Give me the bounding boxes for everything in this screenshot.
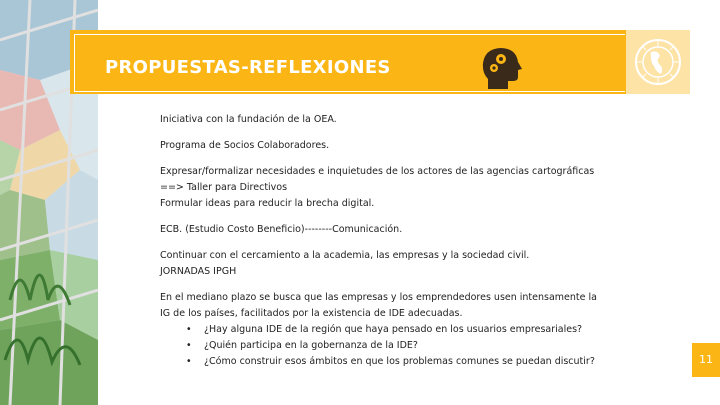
slide-content: [160, 112, 640, 370]
oas-logo: [626, 30, 690, 94]
oas-globe-logo-icon: [634, 38, 682, 86]
list-item-text: ¿Cómo construir esos ámbitos en que los problemas comunes se puedan discutir?: [204, 356, 595, 367]
paragraph-academia: [160, 248, 640, 280]
list-item: [160, 322, 640, 338]
paragraph-ecb: ECB. (Estudio Costo Beneficio)--------Comunicación.: [160, 224, 403, 235]
text-line: Formular ideas para reducir la brecha digital.: [160, 198, 375, 209]
title-bar: [70, 30, 690, 94]
list-item: [160, 338, 640, 354]
bullet-icon: •: [186, 356, 192, 367]
bullet-icon: •: [186, 324, 192, 335]
paragraph-oea: Iniciativa con la fundación de la OEA.: [160, 114, 337, 125]
text-line: ==> Taller para Directivos: [160, 182, 288, 193]
title-frame: [74, 34, 625, 92]
list-item-text: ¿Quién participa en la gobernanza de la IDE?: [204, 340, 418, 351]
text-line: JORNADAS IPGH: [160, 266, 237, 277]
text-line: Continuar con el cercamiento a la academia, las empresas y la sociedad civil.: [160, 250, 530, 261]
page-number-badge: 11: [692, 343, 720, 377]
page-title: PROPUESTAS-REFLEXIONES: [105, 57, 391, 78]
text-line: En el mediano plazo se busca que las empresas y los emprendedores usen intensamente la: [160, 292, 597, 303]
list-item-text: ¿Hay alguna IDE de la región que haya pensado en los usuarios empresariales?: [204, 324, 583, 335]
paragraph-expresar: [160, 164, 640, 212]
bullet-icon: •: [186, 340, 192, 351]
head-gears-icon: [480, 45, 524, 91]
list-item: [160, 354, 640, 370]
question-list: [160, 322, 640, 370]
paragraph-socios: Programa de Socios Colaboradores.: [160, 140, 330, 151]
text-line: IG de los países, facilitados por la existencia de IDE adecuadas.: [160, 308, 463, 319]
text-line: Expresar/formalizar necesidades e inquietudes de los actores de las agencias cartográficas: [160, 166, 595, 177]
paragraph-mediano-plazo: [160, 290, 640, 322]
